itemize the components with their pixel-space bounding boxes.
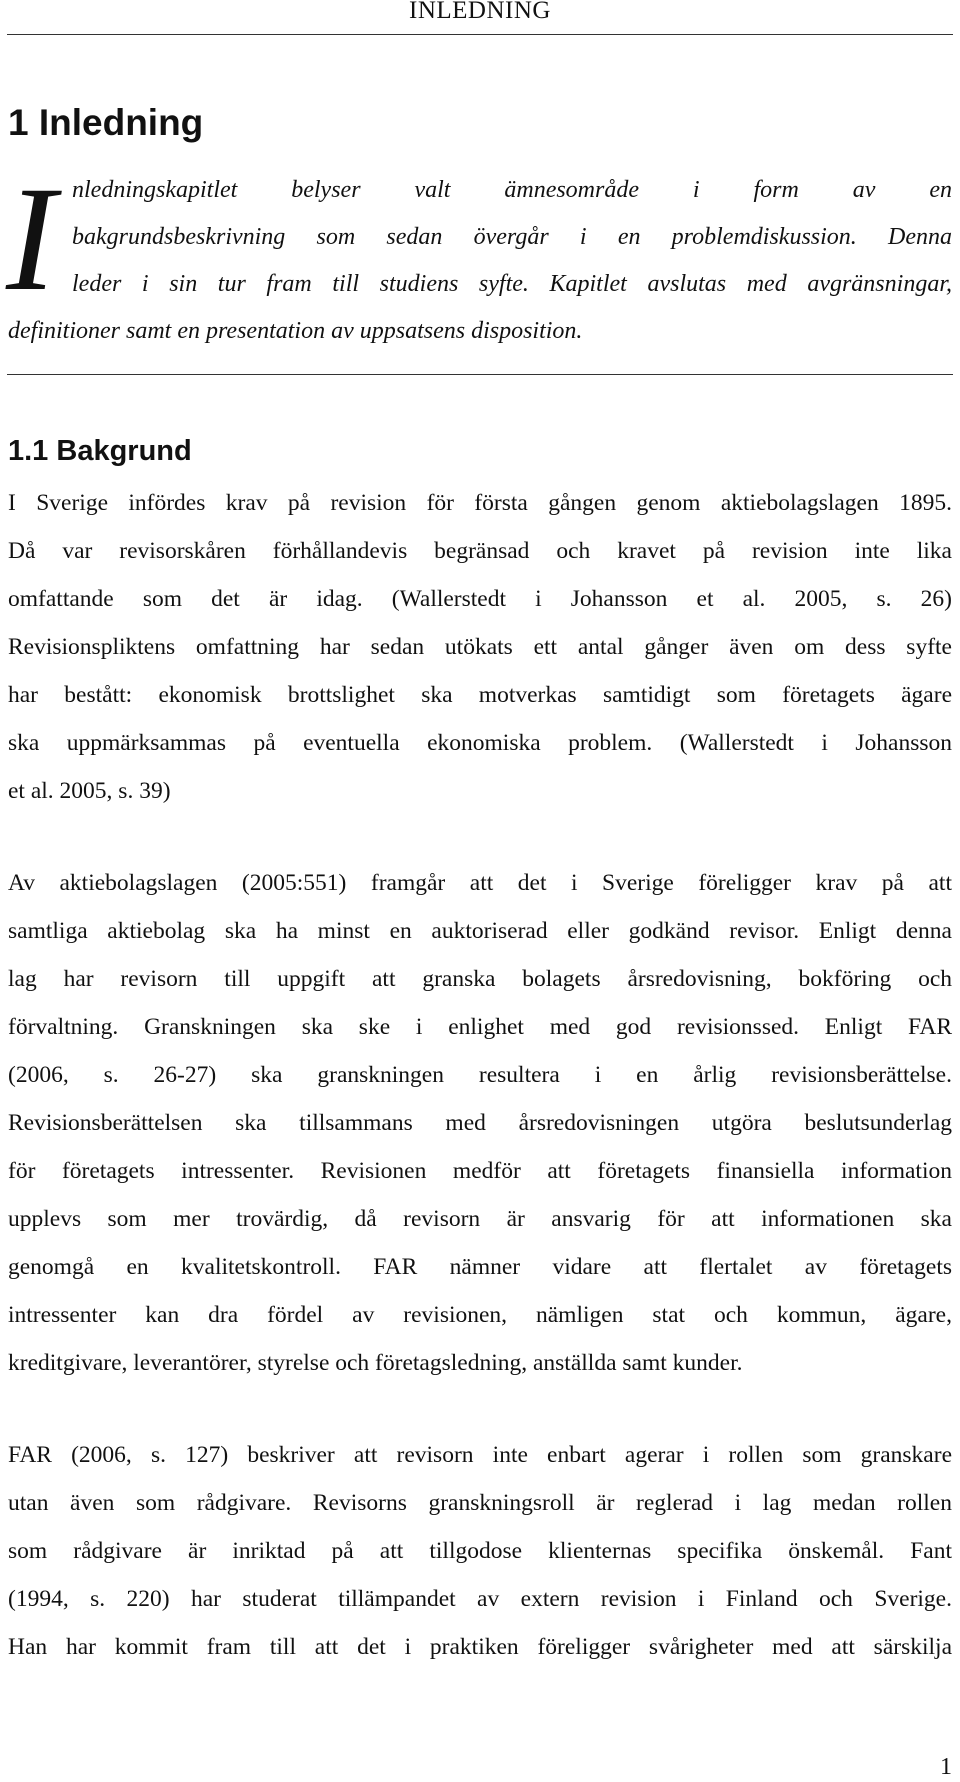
paragraph-line: utan även som rådgivare. Revisorns granskningsroll är reglerad i lag medan rollen bbox=[8, 1490, 952, 1516]
section-rule bbox=[7, 374, 953, 375]
intro-line: definitioner samt en presentation av uppsatsens disposition. bbox=[8, 318, 583, 344]
chapter-title: 1 Inledning bbox=[8, 102, 204, 143]
paragraph-line: för företagets intressenter. Revisionen medför att företagets finansiella information bbox=[8, 1158, 952, 1184]
paragraph-line: omfattande som det är idag. (Wallerstedt i Johansson et al. 2005, s. 26) bbox=[8, 586, 952, 612]
intro-line: leder i sin tur fram till studiens syfte. Kapitlet avslutas med avgränsningar, bbox=[72, 271, 952, 297]
paragraph-line: intressenter kan dra fördel av revisionen, nämligen stat och kommun, ägare, bbox=[8, 1302, 952, 1328]
paragraph-line: som rådgivare är inriktad på att tillgodose klienternas specifika önskemål. Fant bbox=[8, 1538, 952, 1564]
paragraph-line: genomgå en kvalitetskontroll. FAR nämner vidare att flertalet av företagets bbox=[8, 1254, 952, 1280]
paragraph-line: upplevs som mer trovärdig, då revisorn är ansvarig för att informationen ska bbox=[8, 1206, 952, 1232]
paragraph-line: lag har revisorn till uppgift att granska bolagets årsredovisning, bokföring och bbox=[8, 966, 952, 992]
header-rule bbox=[7, 34, 953, 35]
section-heading: 1.1 Bakgrund bbox=[8, 435, 192, 467]
paragraph-line: har bestått: ekonomisk brottslighet ska motverkas samtidigt som företagets ägare bbox=[8, 682, 952, 708]
paragraph-line: förvaltning. Granskningen ska ske i enlighet med god revisionssed. Enligt FAR bbox=[8, 1014, 952, 1040]
intro-line: nledningskapitlet belyser valt ämnesområde i form av en bbox=[72, 177, 952, 203]
paragraph-line: (2006, s. 26-27) ska granskningen resultera i en årlig revisionsberättelse. bbox=[8, 1062, 952, 1088]
running-header: INLEDNING bbox=[409, 0, 551, 24]
paragraph-line: Av aktiebolagslagen (2005:551) framgår att det i Sverige föreligger krav på att bbox=[8, 870, 952, 896]
paragraph-line: FAR (2006, s. 127) beskriver att revisorn inte enbart agerar i rollen som granskare bbox=[8, 1442, 952, 1468]
paragraph-line: Han har kommit fram till att det i praktiken föreligger svårigheter med att särskilja bbox=[8, 1634, 952, 1660]
drop-cap: I bbox=[6, 156, 56, 322]
paragraph-line: (1994, s. 220) har studerat tillämpandet av extern revision i Finland och Sverige. bbox=[8, 1586, 952, 1612]
intro-line: bakgrundsbeskrivning som sedan övergår i en problemdiskussion. Denna bbox=[72, 224, 952, 250]
paragraph-line: Då var revisorskåren förhållandevis begränsad och kravet på revision inte lika bbox=[8, 538, 952, 564]
paragraph-line: Revisionsberättelsen ska tillsammans med årsredovisningen utgöra beslutsunderlag bbox=[8, 1110, 952, 1136]
paragraph-line: kreditgivare, leverantörer, styrelse och företagsledning, anställda samt kunder. bbox=[8, 1350, 743, 1376]
paragraph-line: ska uppmärksammas på eventuella ekonomiska problem. (Wallerstedt i Johansson bbox=[8, 730, 952, 756]
paragraph-line: samtliga aktiebolag ska ha minst en auktoriserad eller godkänd revisor. Enligt denna bbox=[8, 918, 952, 944]
paragraph-line: et al. 2005, s. 39) bbox=[8, 778, 171, 804]
paragraph-line: Revisionspliktens omfattning har sedan utökats ett antal gånger även om dess syfte bbox=[8, 634, 952, 660]
paragraph-line: I Sverige infördes krav på revision för första gången genom aktiebolagslagen 1895. bbox=[8, 490, 952, 516]
page-number: 1 bbox=[940, 1754, 952, 1780]
